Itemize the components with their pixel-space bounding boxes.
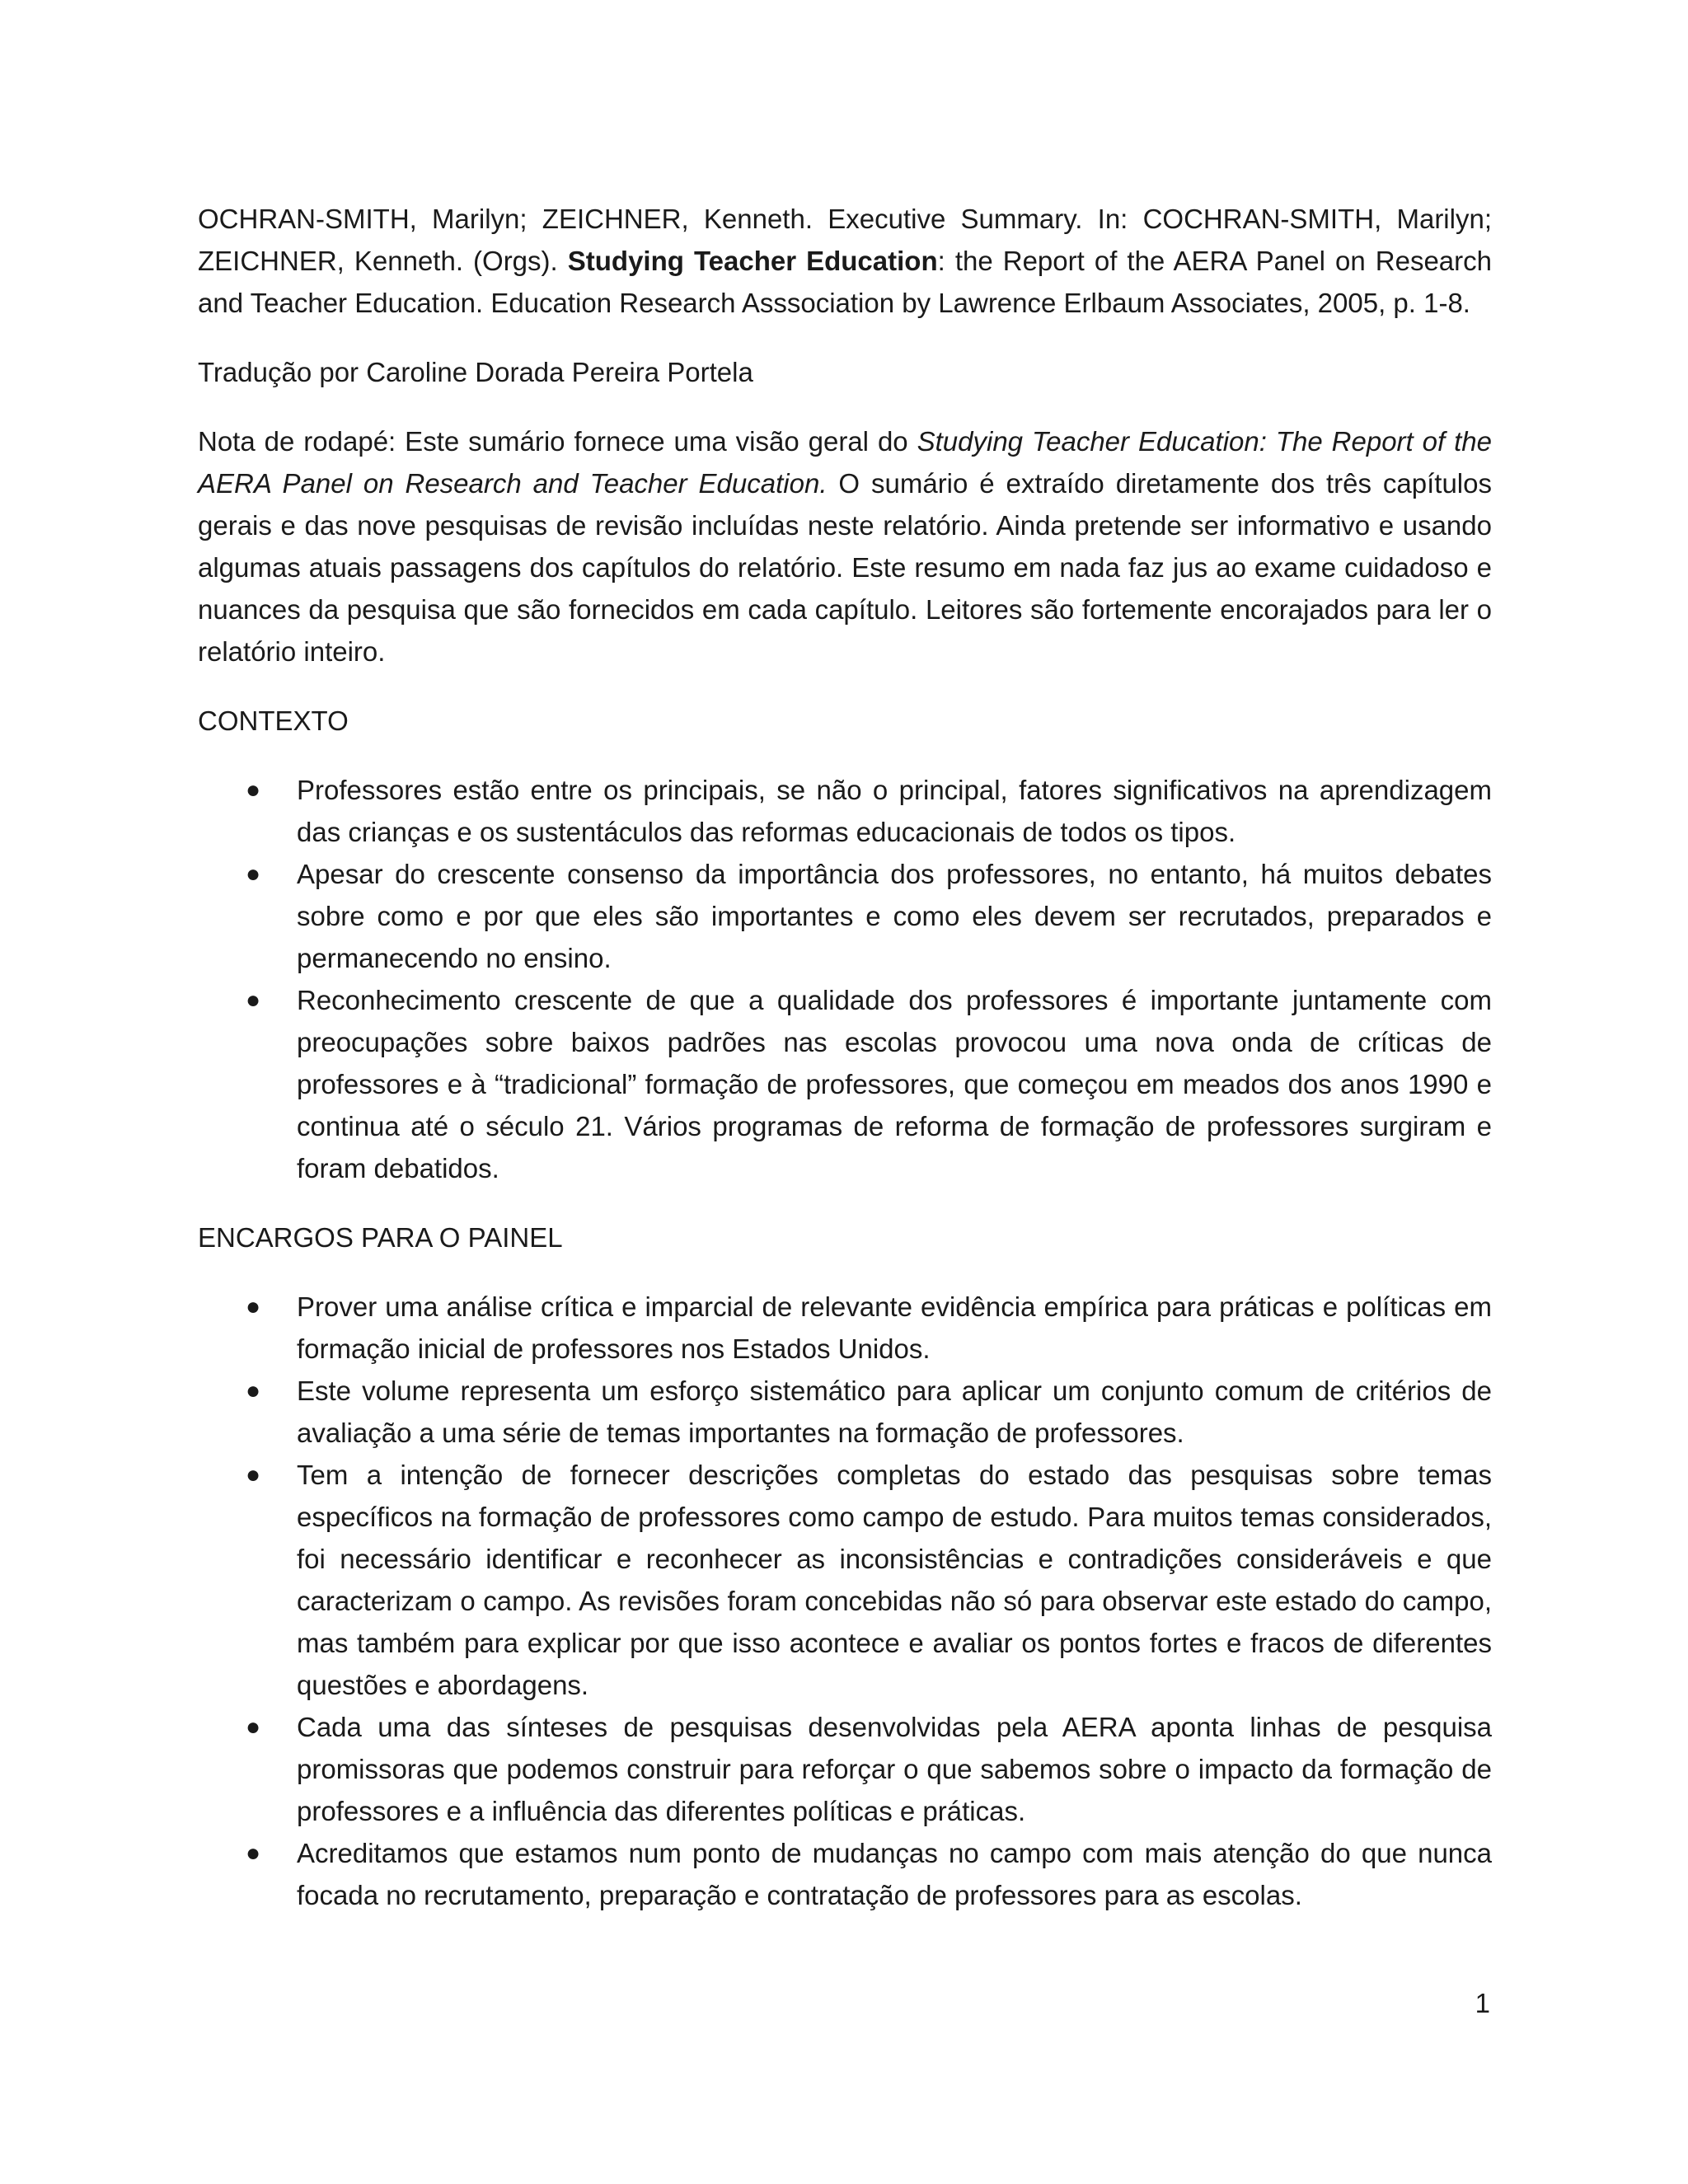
list-item: [198, 979, 1492, 1189]
translator-credit: Tradução por Caroline Dorada Pereira Portela: [198, 357, 753, 387]
section-heading-contexto: CONTEXTO: [198, 705, 349, 736]
document-page: [198, 198, 1492, 1943]
footnote-body: O sumário é extraído diretamente dos três capítulos gerais e das nove pesquisas de revisão incluídas neste relatório. Ainda pretende ser informativo e usando algumas atuais passagens dos capítulos do relatório. Este resumo em nada faz jus ao exame cuidadoso e nuances da pesquisa que são fornecidos em cada capítulo. Leitores são fortemente encorajados para ler o relatório inteiro.: [198, 468, 1492, 667]
list-item-text: Reconhecimento crescente de que a qualidade dos professores é importante juntamente com preocupações sobre baixos padrões nas escolas provocou uma nova onda de críticas de professores e à “tradicional” formação de professores, que começou em meados dos anos 1990 e continua até o século 21. Vários programas de reforma de formação de professores surgiram e foram debatidos.: [297, 985, 1492, 1183]
citation-authors: OCHRAN-SMITH, Marilyn; ZEICHNER, Kenneth. Executive Summary. In: COCHRAN-SMITH, Marilyn; ZEICHNER, Kenneth. (Orgs).: [198, 204, 1492, 276]
bullet-icon: ●: [245, 1377, 261, 1404]
bullet-list-contexto: [198, 769, 1492, 1189]
footnote-intro: Nota de rodapé: Este sumário fornece uma visão geral do: [198, 426, 917, 457]
citation-book-title: Studying Teacher Education: [567, 246, 938, 276]
bullet-icon: ●: [245, 1293, 261, 1320]
list-item-text: Cada uma das sínteses de pesquisas desenvolvidas pela AERA aponta linhas de pesquisa promissoras que podemos construir para reforçar o que sabemos sobre o impacto da formação de professores e a influência das diferentes políticas e práticas.: [297, 1712, 1492, 1826]
bullet-icon: ●: [245, 860, 261, 888]
list-item: [198, 1370, 1492, 1454]
bullet-icon: ●: [245, 1461, 261, 1488]
citation: [198, 198, 1492, 324]
list-item: [198, 769, 1492, 853]
bullet-icon: ●: [245, 776, 261, 804]
page-number: 1: [1475, 1988, 1490, 2018]
list-item: [198, 1832, 1492, 1916]
section-heading-encargos: ENCARGOS PARA O PAINEL: [198, 1222, 563, 1253]
list-item: [198, 853, 1492, 979]
list-item-text: Prover uma análise crítica e imparcial de relevante evidência empírica para práticas e políticas em formação inicial de professores nos Estados Unidos.: [297, 1291, 1492, 1364]
bullet-list-encargos: [198, 1286, 1492, 1916]
list-item-text: Professores estão entre os principais, se não o principal, fatores significativos na aprendizagem das crianças e os sustentáculos das reformas educacionais de todos os tipos.: [297, 775, 1492, 847]
list-item: [198, 1454, 1492, 1706]
footnote: [198, 420, 1492, 673]
citation-publication: : the Report of the AERA Panel on Research and Teacher Education. Education Research Asssociation by Lawrence Erlbaum Associates, 2005, p. 1-8.: [198, 246, 1493, 318]
list-item-text: Apesar do crescente consenso da importância dos professores, no entanto, há muitos debates sobre como e por que eles são importantes e como eles devem ser recrutados, preparados e permanecendo no ensino.: [297, 859, 1492, 973]
bullet-icon: ●: [245, 1713, 261, 1741]
footnote-report-title: Studying Teacher Education: The Report of the AERA Panel on Research and Teacher Education.: [198, 426, 1493, 499]
list-item-text: Tem a intenção de fornecer descrições completas do estado das pesquisas sobre temas específicos na formação de professores como campo de estudo. Para muitos temas considerados, foi necessário identificar e reconhecer as inconsistências e contradições consideráveis e que caracterizam o campo. As revisões foram concebidas não só para observar este estado do campo, mas também para explicar por que isso acontece e avaliar os pontos fortes e fracos de diferentes questões e abordagens.: [297, 1460, 1492, 1700]
list-item: [198, 1286, 1492, 1370]
bullet-icon: ●: [245, 1840, 261, 1867]
list-item-text: Este volume representa um esforço sistemático para aplicar um conjunto comum de critérios de avaliação a uma série de temas importantes na formação de professores.: [297, 1376, 1492, 1448]
list-item-text: Acreditamos que estamos num ponto de mudanças no campo com mais atenção do que nunca focada no recrutamento, preparação e contratação de professores para as escolas.: [297, 1838, 1492, 1910]
list-item: [198, 1706, 1492, 1832]
bullet-icon: ●: [245, 987, 261, 1014]
